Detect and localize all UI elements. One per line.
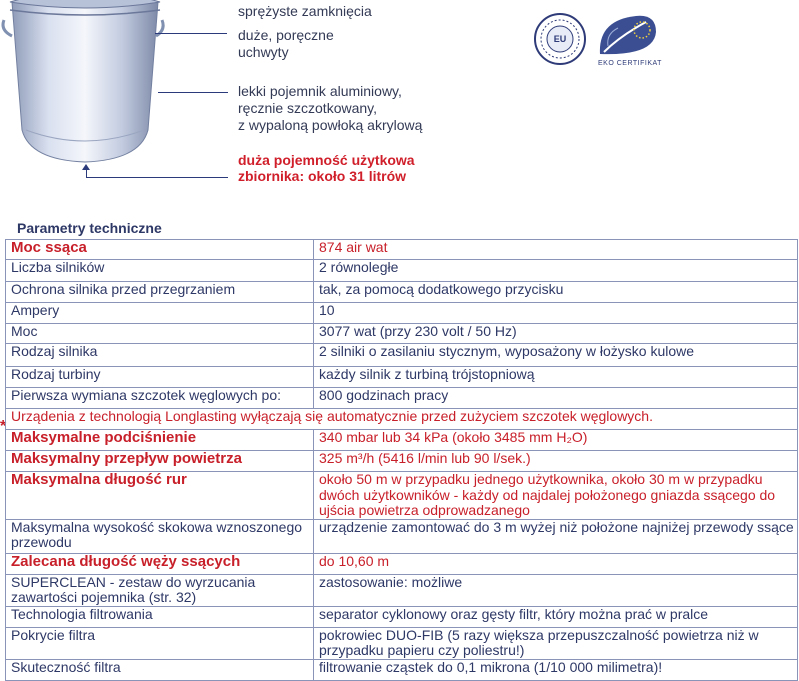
- arrow-up-icon: [82, 164, 90, 170]
- spec-note-longlasting: Urządenia z technologią Longlasting wyłączają się automatycznie przed zużyciem szczotek węglowych.: [6, 409, 798, 430]
- table-row: [6, 606, 798, 627]
- feature-capacity-line2: zbiornika: około 31 litrów: [238, 168, 407, 184]
- table-row: [6, 282, 798, 303]
- leader-line-capacity: [86, 177, 228, 178]
- table-row: [6, 344, 798, 367]
- table-row: [6, 472, 798, 520]
- spec-label: Moc: [6, 324, 314, 344]
- eu-certificate-seal-icon: [533, 12, 587, 66]
- spec-label: Zalecana długość węży ssących: [6, 553, 314, 574]
- spec-value: każdy silnik z turbiną trójstopniową: [314, 367, 798, 388]
- spec-value: filtrowanie cząstek do 0,1 mikrona (1/10 000 milimetra)!: [314, 659, 798, 680]
- spec-value: 325 m³/h (5416 l/min lub 90 l/sek.): [314, 451, 798, 472]
- leader-line-handles: [155, 33, 227, 34]
- table-row: [6, 574, 798, 606]
- table-row: [6, 260, 798, 282]
- feature-closures: sprężyste zamknięcia: [238, 3, 372, 19]
- table-row: [6, 519, 798, 553]
- leader-line-container: [158, 92, 228, 93]
- spec-value: 874 air wat: [314, 240, 798, 260]
- canister-illustration: [0, 0, 165, 170]
- feature-handles-line2: uchwyty: [238, 44, 289, 60]
- spec-label: Pokrycie filtra: [6, 627, 314, 659]
- spec-label: Rodzaj silnika: [6, 344, 314, 367]
- spec-label: Skuteczność filtra: [6, 659, 314, 680]
- table-row: [6, 409, 798, 430]
- spec-label: Liczba silników: [6, 260, 314, 282]
- table-row: [6, 303, 798, 324]
- feature-container-line3: z wypaloną powłoką akrylową: [238, 117, 423, 133]
- footnote-marker: *: [0, 418, 7, 435]
- spec-label: SUPERCLEAN - zestaw do wyrzucania zawartości pojemnika (str. 32): [6, 574, 314, 606]
- table-row: [6, 627, 798, 659]
- spec-value: 2 silniki o zasilaniu stycznym, wyposażony w łożysko kulowe: [314, 344, 798, 367]
- table-row: [6, 553, 798, 574]
- table-row: [6, 388, 798, 409]
- spec-value: zastosowanie: możliwe: [314, 574, 798, 606]
- spec-value: separator cyklonowy oraz gęsty filtr, który można prać w pralce: [314, 606, 798, 627]
- spec-value: około 50 m w przypadku jednego użytkownika, około 30 m w przypadku dwóch użytkowników - każdy od najdalej położonego gniazda ssącego do ujścia powietrza odprowadzanego: [314, 472, 798, 520]
- spec-value: pokrowiec DUO-FIB (5 razy większa przepuszczalność powietrza niż w przypadku papieru czy poliestru!): [314, 627, 798, 659]
- spec-label: Maksymalna wysokość skokowa wznoszonego przewodu: [6, 519, 314, 553]
- spec-label: Ampery: [6, 303, 314, 324]
- svg-text:EU: EU: [553, 34, 567, 44]
- spec-label: Ochrona silnika przed przegrzaniem: [6, 282, 314, 303]
- feature-capacity-line1: duża pojemność użytkowa: [238, 152, 415, 168]
- spec-value: 2 równoległe: [314, 260, 798, 282]
- table-row: [6, 659, 798, 680]
- spec-label: Moc ssąca: [6, 240, 314, 260]
- spec-value: 3077 wat (przy 230 volt / 50 Hz): [314, 324, 798, 344]
- table-row: [6, 240, 798, 260]
- spec-value: 10: [314, 303, 798, 324]
- spec-label: Rodzaj turbiny: [6, 367, 314, 388]
- spec-value: 800 godzinach pracy: [314, 388, 798, 409]
- table-row: [6, 430, 798, 451]
- table-row: [6, 324, 798, 344]
- spec-label: Maksymalny przepływ powietrza: [6, 451, 314, 472]
- feature-container-line2: ręcznie szczotkowany,: [238, 100, 378, 116]
- feature-handles-line1: duże, poręczne: [238, 27, 334, 43]
- spec-label: Maksymalna długość rur: [6, 472, 314, 520]
- spec-label: Technologia filtrowania: [6, 606, 314, 627]
- spec-value: do 10,60 m: [314, 553, 798, 574]
- spec-value: urządzenie zamontować do 3 m wyżej niż położone najniżej przewody ssące: [314, 519, 798, 553]
- eco-label-caption: EKO CERTIFIKAT: [598, 60, 662, 67]
- spec-value: 340 mbar lub 34 kPa (około 3485 mm H₂O): [314, 430, 798, 451]
- table-row: [6, 367, 798, 388]
- eco-leaf-label-icon: [596, 12, 660, 58]
- spec-value: tak, za pomocą dodatkowego przycisku: [314, 282, 798, 303]
- feature-container-line1: lekki pojemnik aluminiowy,: [238, 83, 402, 99]
- spec-table: [5, 239, 798, 681]
- spec-label: Pierwsza wymiana szczotek węglowych po:: [6, 388, 314, 409]
- spec-label: Maksymalne podciśnienie: [6, 430, 314, 451]
- table-row: [6, 451, 798, 472]
- section-title-technical-parameters: Parametry techniczne: [17, 220, 162, 236]
